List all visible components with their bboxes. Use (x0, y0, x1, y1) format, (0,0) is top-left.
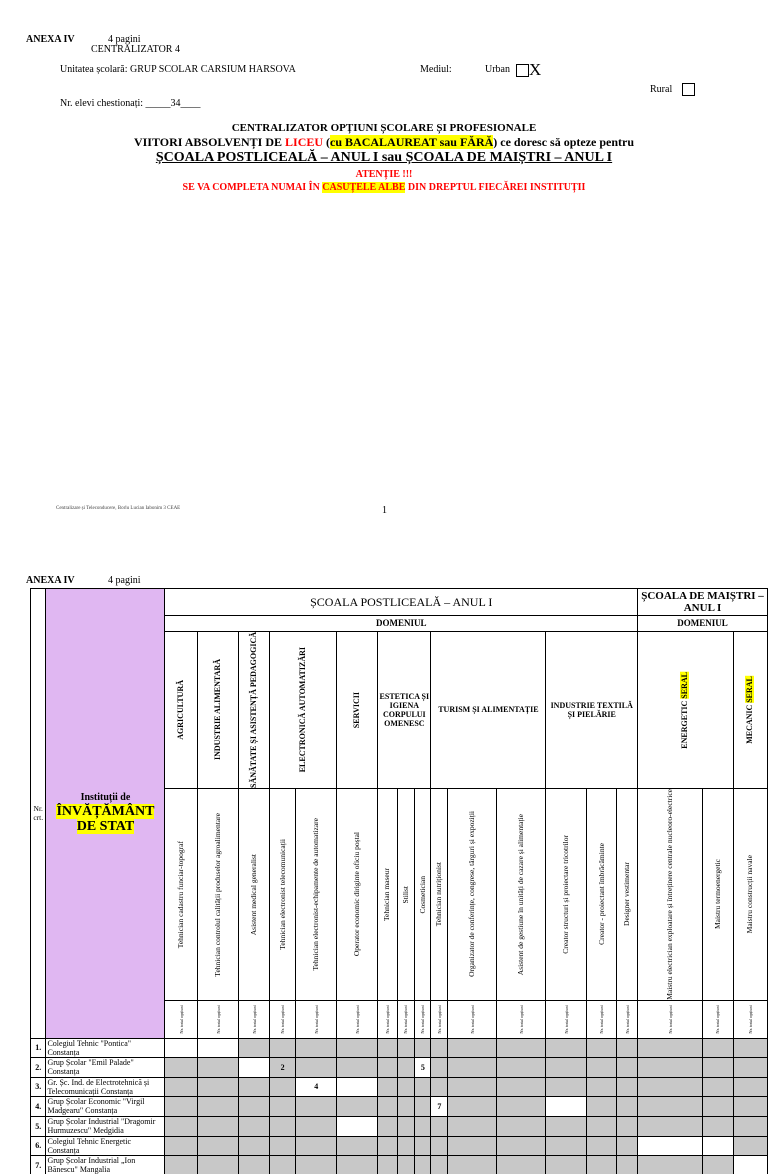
option-cell (337, 1136, 378, 1155)
option-cell (269, 1136, 295, 1155)
specialization-header: Cosmetician (415, 788, 431, 1000)
option-cell (587, 1077, 617, 1096)
option-cell (638, 1155, 703, 1174)
option-cell (448, 1077, 497, 1096)
table-row (31, 1116, 768, 1136)
option-cell (198, 1136, 239, 1155)
option-cell (165, 1096, 198, 1116)
total-options-header: Nr. total opțiuni (497, 1000, 546, 1038)
option-cell (378, 1155, 397, 1174)
option-cell (239, 1136, 269, 1155)
institution-name: Grup Școlar Industrial "Dragomir Hurmuzescu" Medgidia (46, 1116, 165, 1136)
option-cell (497, 1116, 546, 1136)
specialization-header: Tehnician maseur (378, 788, 397, 1000)
institution-name: Grup Școlar Industrial „Ion Bănescu" Mangalia (46, 1155, 165, 1174)
domain-mecanic: MECANIC SERAL (733, 632, 767, 789)
option-cell (448, 1038, 497, 1057)
option-cell (198, 1155, 239, 1174)
option-cell (269, 1155, 295, 1174)
option-cell (616, 1038, 637, 1057)
specialization-header: Operator economic diriginte oficiu poștal (337, 788, 378, 1000)
annex-label-2: ANEXA IV (26, 575, 75, 586)
option-cell (497, 1057, 546, 1077)
option-cell (431, 1038, 448, 1057)
option-cell[interactable] (239, 1057, 269, 1077)
option-cell (638, 1077, 703, 1096)
total-options-header: Nr. total opțiuni (165, 1000, 198, 1038)
nr-crt-header: Nr. crt. (31, 589, 46, 1039)
environment-label: Mediul: (420, 64, 452, 75)
option-cell (703, 1057, 734, 1077)
option-cell (296, 1096, 337, 1116)
option-cell[interactable]: 4 (296, 1077, 337, 1096)
option-cell[interactable] (337, 1116, 378, 1136)
row-number: 3. (31, 1077, 46, 1096)
option-cell (165, 1116, 198, 1136)
domain-sanatate: SĂNĂTATE ȘI ASISTENȚĂ PEDAGOGICĂ (239, 632, 269, 789)
footer-note: Centralizare și Teleconducere, Borlu Lucian Iabonim 3 CEAE (56, 506, 181, 511)
domain-estetica: ESTETICA ȘI IGIENA CORPULUI OMENESC (378, 632, 431, 789)
option-cell (733, 1096, 767, 1116)
option-cell (239, 1038, 269, 1057)
option-cell (415, 1136, 431, 1155)
doc-heading: ȘCOALA POSTLICEALĂ – ANUL I sau ȘCOALA DE MAIȘTRI – ANUL I (155, 150, 613, 165)
option-cell (337, 1096, 378, 1116)
urban-mark: X (529, 60, 542, 79)
pages-count: 4 pagini (108, 34, 141, 45)
option-cell (198, 1096, 239, 1116)
option-cell (378, 1057, 397, 1077)
centralizer-number: CENTRALIZATOR 4 (91, 44, 180, 55)
option-cell (733, 1136, 767, 1155)
row-number: 1. (31, 1038, 46, 1057)
option-cell (546, 1116, 587, 1136)
urban-checkbox (516, 60, 541, 80)
option-cell (431, 1155, 448, 1174)
institution-name: Grup Școlar Economic "Virgil Madgearu" Constanța (46, 1096, 165, 1116)
option-cell (546, 1155, 587, 1174)
option-cell (415, 1116, 431, 1136)
option-cell (337, 1038, 378, 1057)
option-cell (415, 1155, 431, 1174)
option-cell (397, 1116, 415, 1136)
specialization-header: Tehnician controlul calității produselor agroalimentare (198, 788, 239, 1000)
option-cell (198, 1077, 239, 1096)
option-cell (546, 1136, 587, 1155)
option-cell (616, 1077, 637, 1096)
option-cell (546, 1077, 587, 1096)
option-cell (378, 1136, 397, 1155)
option-cell (616, 1057, 637, 1077)
option-cell (448, 1096, 497, 1116)
domain-label-2: DOMENIUL (638, 616, 768, 632)
table-row (31, 1077, 768, 1096)
option-cell (269, 1038, 295, 1057)
options-table (30, 588, 768, 1174)
option-cell (415, 1077, 431, 1096)
total-options-header: Nr. total opțiuni (448, 1000, 497, 1038)
doc-title: CENTRALIZATOR OPȚIUNI ȘCOLARE ȘI PROFESIONALE (231, 122, 537, 134)
institutions-header: Instituții de ÎNVĂȚĂMÂNT DE STAT (46, 589, 165, 1039)
specialization-header: Maistru electrician exploatare și întreținere centrale nucleoro-electrice (638, 788, 703, 1000)
option-cell[interactable] (165, 1038, 198, 1057)
option-cell (431, 1057, 448, 1077)
domain-electronica: ELECTRONICĂ AUTOMATIZĂRI (269, 632, 336, 789)
option-cell (296, 1136, 337, 1155)
specialization-header: Maistru termoenergetic (703, 788, 734, 1000)
domain-energetic: ENERGETIC SERAL (638, 632, 734, 789)
specialization-header: Designer vestimentar (616, 788, 637, 1000)
option-cell[interactable] (703, 1136, 734, 1155)
specialization-header: Creator structuri și proiectare tricotrilor (546, 788, 587, 1000)
option-cell (587, 1116, 617, 1136)
option-cell (296, 1116, 337, 1136)
option-cell (239, 1116, 269, 1136)
specialization-header: Asistent medical generalist (239, 788, 269, 1000)
urban-label: Urban (485, 64, 510, 75)
option-cell (703, 1038, 734, 1057)
option-cell (165, 1136, 198, 1155)
option-cell[interactable] (638, 1136, 703, 1155)
domain-textila: INDUSTRIE TEXTILĂ ȘI PIELĂRIE (546, 632, 638, 789)
option-cell (448, 1057, 497, 1077)
table-row (31, 1057, 768, 1077)
option-cell (239, 1096, 269, 1116)
option-cell (269, 1077, 295, 1096)
option-cell (431, 1116, 448, 1136)
option-cell (616, 1136, 637, 1155)
total-options-header: Nr. total opțiuni (337, 1000, 378, 1038)
option-cell (431, 1077, 448, 1096)
doc-subtitle: VIITORI ABSOLVENȚI DE LICEU (cu BACALAUREAT sau FĂRĂ) ce doresc să opteze pentru (133, 135, 635, 149)
table-row (31, 1136, 768, 1155)
option-cell (397, 1136, 415, 1155)
total-options-header: Nr. total opțiuni (378, 1000, 397, 1038)
total-options-header: Nr. total opțiuni (587, 1000, 617, 1038)
maistri-header: ȘCOALA DE MAIȘTRI – ANUL I (638, 589, 768, 616)
option-cell (638, 1096, 703, 1116)
row-number: 6. (31, 1136, 46, 1155)
option-cell (397, 1155, 415, 1174)
option-cell (165, 1057, 198, 1077)
instructions: SE VA COMPLETA NUMAI ÎN CASUȚELE ALBE DIN DREPTUL FIECĂREI INSTITUȚII (182, 182, 586, 193)
total-options-header: Nr. total opțiuni (733, 1000, 767, 1038)
domain-label: DOMENIUL (165, 616, 638, 632)
row-number: 7. (31, 1155, 46, 1174)
row-number: 5. (31, 1116, 46, 1136)
option-cell (703, 1077, 734, 1096)
specialization-header: Tehnician electronist-echipamente de automatizare (296, 788, 337, 1000)
table-row (31, 1096, 768, 1116)
school-unit: Unitatea școlară: GRUP SCOLAR CARSIUM HARSOVA (60, 64, 296, 75)
option-cell (733, 1077, 767, 1096)
attention: ATENȚIE !!! (355, 169, 413, 180)
option-cell[interactable] (337, 1077, 378, 1096)
option-cell (638, 1057, 703, 1077)
option-cell (448, 1155, 497, 1174)
option-cell (239, 1155, 269, 1174)
total-options-header: Nr. total opțiuni (198, 1000, 239, 1038)
domain-industrie-alimentara: INDUSTRIE ALIMENTARĂ (198, 632, 239, 789)
option-cell (587, 1096, 617, 1116)
option-cell (397, 1038, 415, 1057)
total-options-header: Nr. total opțiuni (296, 1000, 337, 1038)
option-cell (448, 1136, 497, 1155)
domain-turism: TURISM ȘI ALIMENTAȚIE (431, 632, 546, 789)
option-cell (337, 1155, 378, 1174)
rural-label: Rural (650, 84, 673, 95)
institution-name: Colegiul Tehnic "Pontica" Constanța (46, 1038, 165, 1057)
specialization-header: Tehnician cadastru funciar-topograf (165, 788, 198, 1000)
option-cell (239, 1077, 269, 1096)
option-cell (198, 1057, 239, 1077)
option-cell (733, 1057, 767, 1077)
option-cell (165, 1155, 198, 1174)
option-cell (296, 1038, 337, 1057)
pages-count-2: 4 pagini (108, 575, 141, 586)
option-cell (337, 1057, 378, 1077)
option-cell (703, 1096, 734, 1116)
institution-name: Gr. Șc. Ind. de Electrotehnică și Telecomunicații Constanța (46, 1077, 165, 1096)
institution-name: Grup Școlar "Emil Palade" Constanța (46, 1057, 165, 1077)
option-cell (616, 1116, 637, 1136)
total-options-header: Nr. total opțiuni (703, 1000, 734, 1038)
option-cell (415, 1038, 431, 1057)
option-cell (448, 1116, 497, 1136)
annex-label: ANEXA IV (26, 34, 75, 45)
option-cell (587, 1155, 617, 1174)
option-cell (378, 1096, 397, 1116)
specialization-header: Tehnician nutriționist (431, 788, 448, 1000)
total-options-header: Nr. total opțiuni (616, 1000, 637, 1038)
students-count: Nr. elevi chestionați: _____34____ (60, 98, 201, 109)
option-cell (397, 1077, 415, 1096)
option-cell (378, 1038, 397, 1057)
option-cell (703, 1155, 734, 1174)
option-cell (616, 1096, 637, 1116)
specialization-header: Tehnician electronist telecomunicații (269, 788, 295, 1000)
option-cell (269, 1116, 295, 1136)
option-cell (296, 1057, 337, 1077)
total-options-header: Nr. total opțiuni (239, 1000, 269, 1038)
option-cell (587, 1136, 617, 1155)
row-number: 2. (31, 1057, 46, 1077)
option-cell (587, 1038, 617, 1057)
option-cell (703, 1116, 734, 1136)
specialization-header: Asistent de gestiune în unități de cazare și alimentație (497, 788, 546, 1000)
option-cell[interactable]: 5 (415, 1057, 431, 1077)
option-cell (497, 1077, 546, 1096)
option-cell (616, 1155, 637, 1174)
domain-servicii: SERVICII (337, 632, 378, 789)
option-cell (165, 1077, 198, 1096)
option-cell (587, 1057, 617, 1077)
option-cell (638, 1038, 703, 1057)
option-cell[interactable]: 7 (431, 1096, 448, 1116)
total-options-header: Nr. total opțiuni (269, 1000, 295, 1038)
total-options-header: Nr. total opțiuni (638, 1000, 703, 1038)
table-row (31, 1038, 768, 1057)
rural-checkbox (682, 80, 695, 98)
option-cell (378, 1116, 397, 1136)
page-number: 1 (382, 505, 387, 516)
total-options-header: Nr. total opțiuni (431, 1000, 448, 1038)
option-cell (497, 1155, 546, 1174)
option-cell (546, 1038, 587, 1057)
option-cell[interactable] (546, 1096, 587, 1116)
option-cell (378, 1077, 397, 1096)
specialization-header: Creator - proiectant îmbrăcăminte (587, 788, 617, 1000)
option-cell (269, 1096, 295, 1116)
option-cell (733, 1116, 767, 1136)
row-number: 4. (31, 1096, 46, 1116)
option-cell (296, 1155, 337, 1174)
option-cell (497, 1038, 546, 1057)
specialization-header: Organizator de conferințe, congrese, târguri și expoziții (448, 788, 497, 1000)
option-cell (415, 1096, 431, 1116)
specialization-header: Stilist (397, 788, 415, 1000)
total-options-header: Nr. total opțiuni (397, 1000, 415, 1038)
option-cell (546, 1057, 587, 1077)
postliceala-header: ȘCOALA POSTLICEALĂ – ANUL I (165, 589, 638, 616)
option-cell (431, 1136, 448, 1155)
option-cell (198, 1116, 239, 1136)
specialization-header: Maistru construcții navale (733, 788, 767, 1000)
institution-name: Colegiul Tehnic Energetic Constanța (46, 1136, 165, 1155)
option-cell: 2 (269, 1057, 295, 1077)
option-cell[interactable] (733, 1155, 767, 1174)
option-cell (397, 1096, 415, 1116)
table-row (31, 1155, 768, 1174)
total-options-header: Nr. total opțiuni (546, 1000, 587, 1038)
domain-agricultura: AGRICULTURĂ (165, 632, 198, 789)
option-cell (733, 1038, 767, 1057)
option-cell (497, 1096, 546, 1116)
total-options-header: Nr. total opțiuni (415, 1000, 431, 1038)
option-cell (638, 1116, 703, 1136)
option-cell (497, 1136, 546, 1155)
option-cell[interactable] (198, 1038, 239, 1057)
option-cell (397, 1057, 415, 1077)
